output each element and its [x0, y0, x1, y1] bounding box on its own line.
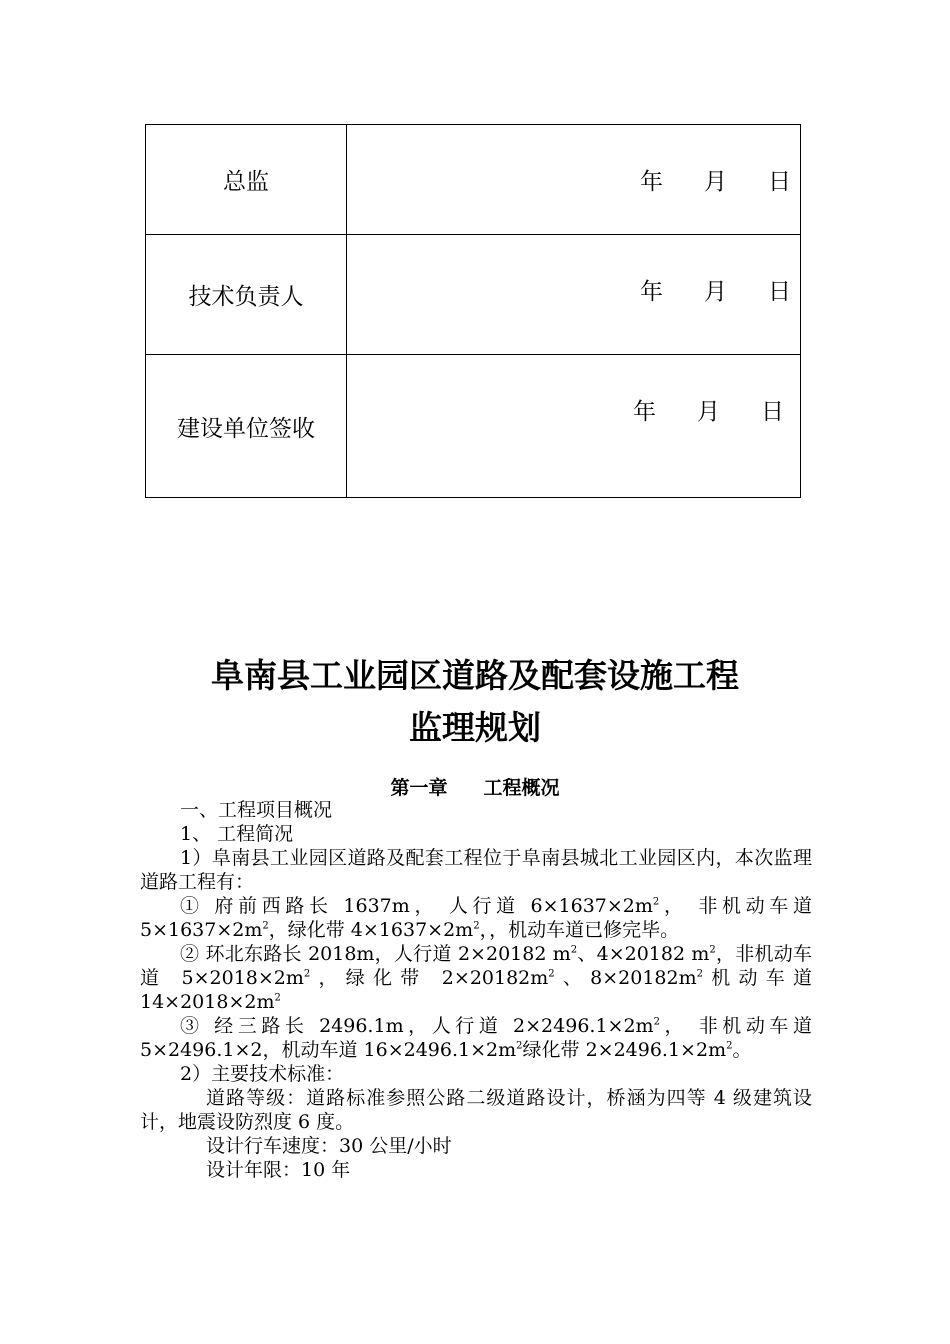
- signature-field-client[interactable]: [347, 355, 801, 498]
- section-heading: 一、工程项目概况: [180, 799, 333, 821]
- row-label-tech: 技术负责人: [146, 235, 347, 355]
- paragraph-design-life: 设计年限：10 年: [206, 1159, 351, 1181]
- paragraph-road-2: ② 环北东路长 2018m，人行道 2×20182 $m^2$、4×20182 $m^2$，非机动车道 $5\times 2018\times 2m^2$，绿化带 $2\times 20182m^2$、$8\times 20182m^2$机动车道 $14\times 2018\times 2m^2$: [140, 943, 812, 1013]
- date-line: 年 月 日: [640, 169, 791, 195]
- date-line: 年 月 日: [633, 399, 784, 425]
- subsection-heading: 1、 工程简况: [180, 823, 294, 845]
- row-label-chief: 总监: [146, 125, 347, 235]
- paragraph-road-1: ① 府前西路长 1637m， 人行道 $6\times 1637\times 2m^2$， 非机动车道 $5\times 1637\times 2m^2$，绿化带 $4\times 1637\times 2m^2$，，机动车道已修完毕。: [140, 895, 813, 941]
- signature-row-client: [146, 355, 801, 498]
- paragraph-design-speed: 设计行车速度：30 公里/小时: [206, 1135, 452, 1157]
- chapter-heading: [0, 773, 950, 800]
- paragraph: 1）阜南县工业园区道路及配套工程位于阜南县城北工业园区内，本次监理道路工程有：: [140, 847, 812, 893]
- chapter-number: 第一章: [390, 777, 448, 799]
- subsection-heading-standards: 2）主要技术标准：: [180, 1063, 345, 1085]
- paragraph-road-grade: 道路等级：道路标准参照公路二级道路设计，桥涵为四等 4 级建筑设计，地震设防烈度 6 度。: [140, 1087, 812, 1133]
- document-body: [140, 798, 812, 1182]
- row-label-client: 建设单位签收: [146, 355, 347, 498]
- signature-row-tech: [146, 235, 801, 355]
- signature-row-chief: [146, 125, 801, 235]
- document-subtitle: 监理规划: [409, 708, 541, 747]
- document-title: 阜南县工业园区道路及配套设施工程: [211, 656, 739, 695]
- date-line: 年 月 日: [640, 279, 791, 305]
- chapter-name: 工程概况: [483, 777, 560, 799]
- signature-table: [145, 124, 801, 498]
- paragraph-road-3: ③ 经三路长 2496.1m，人行道 $2\times 2496.1\times 2m^2$， 非机动车道 5×2496.1×2，机动车道 $16\times 2496.1\times 2m^2$绿化带 $2\times 2496.1\times 2m^2$。: [140, 1015, 812, 1061]
- signature-field-chief[interactable]: [347, 125, 801, 235]
- signature-field-tech[interactable]: [347, 235, 801, 355]
